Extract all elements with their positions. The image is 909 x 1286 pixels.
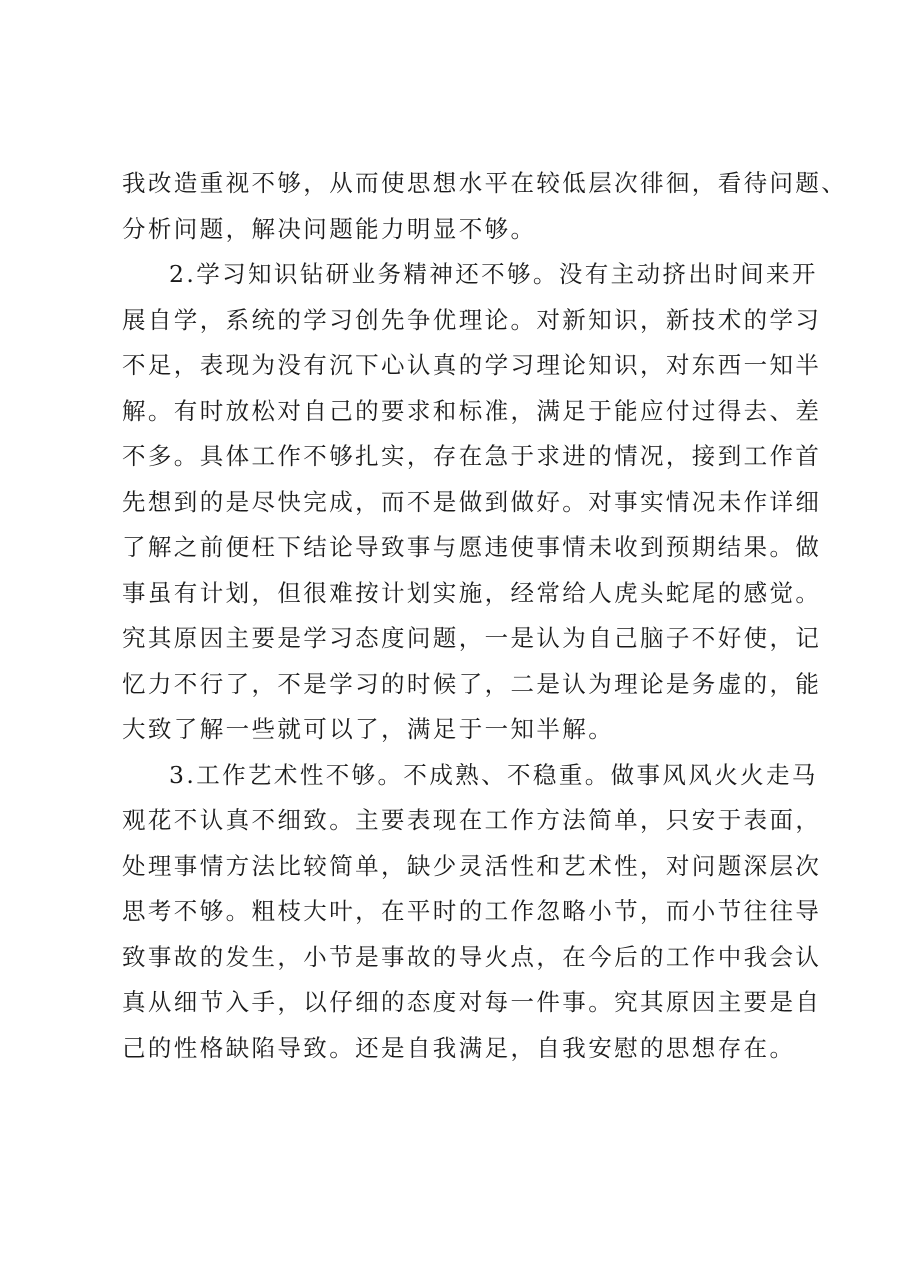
text-line: 不足，表现为没有沉下心认真的学习理论知识，对东西一知半 (122, 351, 822, 379)
text-line: 真从细节入手，以仔细的态度对每一件事。究其原因主要是自 (122, 988, 822, 1016)
text-line: 了解之前便枉下结论导致事与愿违使事情未收到预期结果。做 (122, 533, 822, 561)
text-line: 大致了解一些就可以了，满足于一知半解。 (122, 715, 615, 743)
paragraph-section-2 (122, 252, 822, 753)
text-line: 处理事情方法比较简单，缺少灵活性和艺术性，对问题深层次 (122, 851, 822, 880)
text-line: 忆力不行了，不是学习的时候了，二是认为理论是务虚的，能 (122, 669, 822, 698)
text-line: 展自学，系统的学习创先争优理论。对新知识，新技术的学习 (122, 305, 822, 334)
document-body (122, 161, 848, 1071)
paragraph-continuation (122, 161, 848, 252)
text-line: 我改造重视不够，从而使思想水平在较低层次徘徊，看待问题、 (122, 169, 848, 197)
text-line: 解。有时放松对自己的要求和标准，满足于能应付过得去、差 (122, 396, 822, 425)
paragraph-section-3 (122, 753, 822, 1072)
text-line: 观花不认真不细致。主要表现在工作方法简单，只安于表面， (122, 806, 822, 834)
text-line: 思考不够。粗枝大叶，在平时的工作忽略小节，而小节往往导 (122, 897, 822, 925)
text-line: 致事故的发生，小节是事故的导火点，在今后的工作中我会认 (122, 942, 822, 971)
text-line: 己的性格缺陷导致。还是自我满足，自我安慰的思想存在。 (122, 1033, 796, 1062)
text-line: 分析问题，解决问题能力明显不够。 (122, 214, 537, 243)
text-line: 先想到的是尽快完成，而不是做到做好。对事实情况未作详细 (122, 487, 822, 516)
text-line: 3.工作艺术性不够。不成熟、不稳重。做事风风火火走马 (169, 760, 818, 789)
text-line: 2.学习知识钻研业务精神还不够。没有主动挤出时间来开 (169, 260, 818, 288)
text-line: 究其原因主要是学习态度问题，一是认为自己脑子不好使，记 (122, 624, 822, 652)
text-line: 事虽有计划，但很难按计划实施，经常给人虎头蛇尾的感觉。 (122, 578, 822, 607)
text-line: 不多。具体工作不够扎实，存在急于求进的情况，接到工作首 (122, 442, 822, 470)
